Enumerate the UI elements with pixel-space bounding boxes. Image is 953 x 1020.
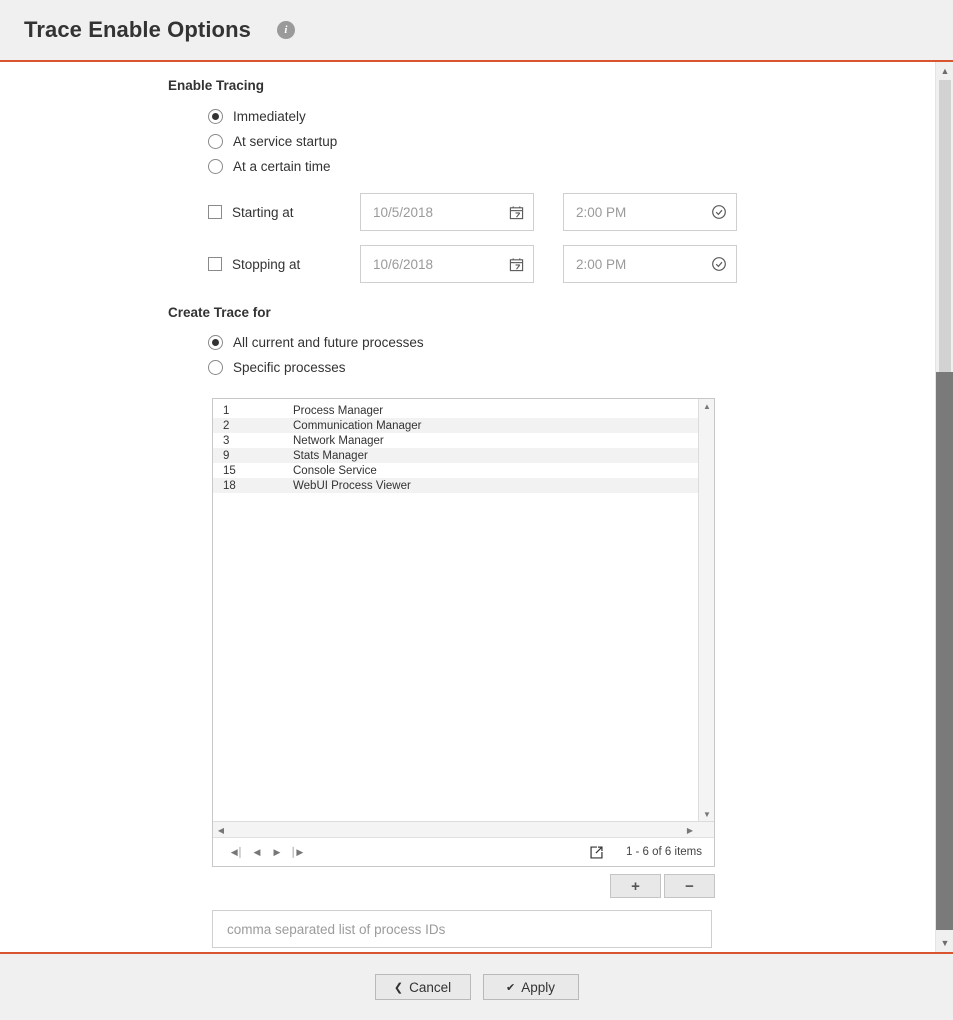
- stopping-at-date-input[interactable]: [360, 245, 534, 283]
- pager-next-button[interactable]: ▶: [273, 846, 281, 857]
- process-grid-body: [213, 399, 714, 821]
- radio-immediately-label: Immediately: [233, 109, 306, 124]
- calendar-icon[interactable]: [507, 255, 525, 273]
- clock-icon[interactable]: [710, 255, 728, 273]
- pager-last-button[interactable]: │▶: [290, 846, 304, 857]
- cancel-button-label: Cancel: [409, 979, 452, 995]
- stopping-at-checkbox[interactable]: [208, 257, 222, 271]
- chevron-up-icon[interactable]: ▲: [703, 401, 711, 411]
- stopping-at-time-value: 2:00 PM: [576, 256, 627, 272]
- cancel-button[interactable]: [375, 974, 471, 1000]
- process-name: Network Manager: [293, 434, 384, 447]
- radio-all-processes-label: All current and future processes: [233, 335, 424, 350]
- radio-at-a-certain-time-indicator[interactable]: [208, 159, 223, 174]
- page-title: Trace Enable Options: [24, 17, 251, 42]
- check-icon: ✔: [506, 981, 516, 994]
- apply-button[interactable]: [483, 974, 579, 1000]
- process-grid[interactable]: [212, 398, 715, 867]
- table-row[interactable]: [213, 463, 698, 478]
- process-actions: [212, 874, 715, 898]
- process-grid-rows: [213, 399, 698, 821]
- radio-specific-processes[interactable]: [208, 355, 935, 380]
- chevron-right-icon[interactable]: ▶: [686, 825, 694, 835]
- pager-prev-button[interactable]: ◀: [253, 846, 261, 857]
- export-icon[interactable]: [586, 842, 608, 862]
- starting-at-date-value: 10/5/2018: [373, 204, 434, 220]
- process-name: WebUI Process Viewer: [293, 479, 411, 492]
- form-content: [0, 62, 935, 952]
- starting-at-checkbox[interactable]: [208, 205, 222, 219]
- chevron-left-icon: ❮: [393, 981, 404, 994]
- clock-icon[interactable]: [710, 203, 728, 221]
- process-id: 9: [223, 449, 230, 462]
- process-id: 15: [223, 464, 236, 477]
- calendar-icon[interactable]: [507, 203, 525, 221]
- dialog-header: [0, 0, 953, 62]
- process-name: Communication Manager: [293, 419, 422, 432]
- starting-at-row: [208, 193, 935, 231]
- starting-at-time-value: 2:00 PM: [576, 204, 627, 220]
- process-name: Stats Manager: [293, 449, 368, 462]
- radio-at-service-startup-indicator[interactable]: [208, 134, 223, 149]
- stopping-at-row: [208, 245, 935, 283]
- add-process-button[interactable]: +: [610, 874, 661, 898]
- chevron-down-icon[interactable]: ▼: [940, 938, 950, 948]
- apply-button-label: Apply: [521, 979, 555, 995]
- starting-at-time-input[interactable]: [563, 193, 737, 231]
- dialog-body: [0, 62, 953, 952]
- chevron-down-icon[interactable]: ▼: [703, 809, 711, 819]
- table-row[interactable]: [213, 478, 698, 493]
- stopping-at-label: Stopping at: [232, 256, 301, 272]
- pager-first-button[interactable]: ◀│: [230, 846, 244, 857]
- process-id: 1: [223, 404, 230, 417]
- process-name: Process Manager: [293, 404, 384, 417]
- process-name: Console Service: [293, 464, 377, 477]
- pager-items-text: 1 - 6 of 6 items: [625, 846, 702, 858]
- page-vertical-scrollbar[interactable]: [935, 62, 953, 952]
- radio-at-service-startup[interactable]: [208, 129, 935, 154]
- dialog-footer: [0, 952, 953, 1020]
- grid-vertical-scrollbar[interactable]: [698, 399, 714, 821]
- remove-process-button[interactable]: −: [664, 874, 715, 898]
- process-id: 3: [223, 434, 230, 447]
- radio-all-processes-indicator[interactable]: [208, 335, 223, 350]
- table-row[interactable]: [213, 403, 698, 418]
- grid-horizontal-scrollbar[interactable]: [213, 821, 714, 837]
- scrollbar-track-upper[interactable]: [939, 80, 951, 372]
- stopping-at-time-input[interactable]: [563, 245, 737, 283]
- radio-at-a-certain-time[interactable]: [208, 154, 935, 179]
- enable-tracing-legend: Enable Tracing: [168, 78, 265, 93]
- table-row[interactable]: [213, 418, 698, 433]
- scrollbar-thumb[interactable]: [936, 372, 953, 930]
- process-ids-input[interactable]: [212, 910, 712, 948]
- radio-at-a-certain-time-label: At a certain time: [233, 159, 331, 174]
- info-icon[interactable]: i: [277, 21, 295, 39]
- process-id: 18: [223, 479, 236, 492]
- process-ids-placeholder: comma separated list of process IDs: [227, 921, 446, 937]
- grid-pager: [213, 837, 714, 866]
- radio-all-processes[interactable]: [208, 330, 935, 355]
- radio-immediately[interactable]: [208, 104, 935, 129]
- chevron-up-icon[interactable]: ▲: [940, 66, 950, 76]
- table-row[interactable]: [213, 448, 698, 463]
- radio-immediately-indicator[interactable]: [208, 109, 223, 124]
- starting-at-date-input[interactable]: [360, 193, 534, 231]
- starting-at-label: Starting at: [232, 204, 294, 220]
- radio-specific-processes-label: Specific processes: [233, 360, 346, 375]
- create-trace-for-legend: Create Trace for: [168, 305, 271, 320]
- table-row[interactable]: [213, 433, 698, 448]
- radio-specific-processes-indicator[interactable]: [208, 360, 223, 375]
- chevron-left-icon[interactable]: ◀: [217, 825, 225, 835]
- stopping-at-date-value: 10/6/2018: [373, 256, 434, 272]
- radio-at-service-startup-label: At service startup: [233, 134, 338, 149]
- process-id: 2: [223, 419, 230, 432]
